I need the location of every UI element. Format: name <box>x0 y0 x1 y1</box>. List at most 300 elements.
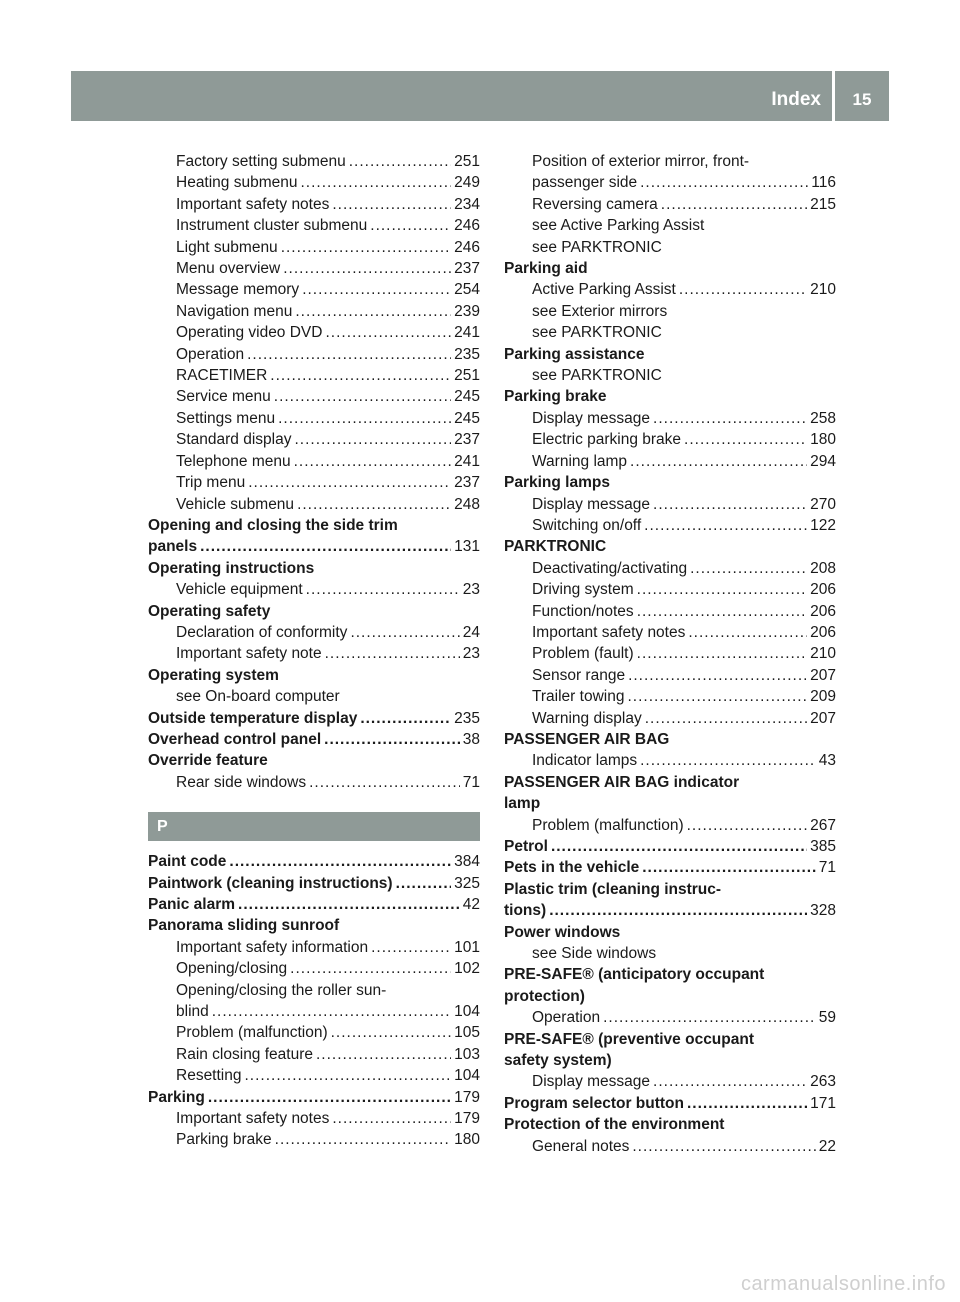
entry-text: see Exterior mirrors <box>532 302 668 320</box>
page-ref: 325 <box>454 874 480 892</box>
index-entry <box>504 1114 836 1135</box>
dot-leader <box>627 686 807 707</box>
index-entry <box>504 986 836 1007</box>
entry-text: protection) <box>504 987 585 1005</box>
index-entry <box>148 665 480 686</box>
index-entry <box>504 793 836 814</box>
page-ref: 59 <box>818 1009 836 1027</box>
page-ref: 24 <box>462 623 480 641</box>
dot-leader <box>309 772 460 793</box>
dot-leader <box>551 836 807 857</box>
page-ref: 206 <box>810 581 836 599</box>
entry-text: Driving system <box>532 581 634 599</box>
entry-text: Important safety notes <box>532 623 686 641</box>
entry-text: Problem (malfunction) <box>532 816 684 834</box>
page-ref: 385 <box>810 838 836 855</box>
entry-text: Plastic trim (cleaning instruc- <box>504 880 722 898</box>
index-entry[interactable] <box>148 1087 480 1108</box>
entry-text: Rear side windows <box>176 773 307 791</box>
index-subentry[interactable] <box>148 386 480 407</box>
entry-text: Panic alarm <box>148 896 236 913</box>
index-subentry[interactable] <box>148 151 480 172</box>
index-subentry[interactable] <box>504 1007 836 1028</box>
dot-leader <box>270 365 451 386</box>
page-ref: 131 <box>454 538 480 556</box>
entry-text: Overhead control panel <box>148 730 322 748</box>
entry-text: Power windows <box>504 923 621 941</box>
entry-text: Vehicle submenu <box>176 495 295 513</box>
dot-leader <box>632 1136 815 1157</box>
entry-text: Resetting <box>176 1067 242 1085</box>
page-ref: 254 <box>454 281 480 299</box>
index-subentry[interactable] <box>148 258 480 279</box>
page-ref: 71 <box>818 859 836 877</box>
page-ref: 180 <box>454 1131 480 1149</box>
page-ref: 328 <box>810 902 836 920</box>
entry-text: passenger side <box>532 174 638 192</box>
dot-leader <box>294 451 452 472</box>
dot-leader <box>637 601 807 622</box>
page-ref: 251 <box>454 153 480 170</box>
dot-leader <box>281 237 451 258</box>
page-ref: 246 <box>454 238 480 256</box>
dot-leader <box>637 579 807 600</box>
index-entry <box>504 386 836 407</box>
index-subentry[interactable] <box>504 815 836 836</box>
page-ref: 103 <box>454 1045 480 1063</box>
page-ref: 246 <box>454 217 480 235</box>
dot-leader <box>637 643 807 664</box>
index-subentry[interactable] <box>148 429 480 450</box>
index-subentry <box>504 237 836 258</box>
dot-leader <box>331 1022 452 1043</box>
dot-leader <box>396 873 452 894</box>
header-bar <box>71 71 889 121</box>
index-entry <box>504 472 836 493</box>
entry-text: Trailer towing <box>532 688 625 706</box>
entry-text: blind <box>176 1003 209 1021</box>
entry-text: Operation <box>176 345 245 363</box>
page-ref: 208 <box>810 559 836 577</box>
entry-text: Indicator lamps <box>532 752 638 770</box>
index-subentry[interactable] <box>148 1108 480 1129</box>
dot-leader <box>278 408 451 429</box>
index-subentry[interactable] <box>504 558 836 579</box>
entry-text: Operating video DVD <box>176 324 323 342</box>
page-ref: 245 <box>454 388 480 406</box>
index-entry[interactable] <box>148 851 480 872</box>
entry-text: Operating safety <box>148 602 271 620</box>
dot-leader <box>653 1071 807 1092</box>
entry-text: RACETIMER <box>176 367 268 385</box>
page-ref: 104 <box>454 1067 480 1085</box>
index-subentry[interactable] <box>504 665 836 686</box>
index-subentry[interactable] <box>148 1022 480 1043</box>
index-subentry <box>504 322 836 343</box>
index-entry[interactable] <box>148 873 480 894</box>
entry-text: Program selector button <box>504 1094 684 1112</box>
entry-text: Problem (fault) <box>532 645 634 663</box>
index-subentry[interactable] <box>148 772 480 793</box>
dot-leader <box>238 894 460 915</box>
index-entry[interactable] <box>148 708 480 729</box>
entry-text: Protection of the environment <box>504 1116 725 1134</box>
entry-text: Display message <box>532 409 651 427</box>
page-ref: 239 <box>454 302 480 320</box>
page-ref: 258 <box>810 409 836 427</box>
dot-leader <box>349 151 451 172</box>
index-subentry[interactable] <box>148 579 480 600</box>
page-ref: 23 <box>462 645 480 663</box>
entry-text: Declaration of conformity <box>176 623 348 641</box>
index-subentry[interactable] <box>148 1129 480 1150</box>
index-entry <box>504 258 836 279</box>
index-subentry[interactable] <box>504 686 836 707</box>
entry-text: Telephone menu <box>176 452 291 470</box>
entry-text: Pets in the vehicle <box>504 859 640 877</box>
entry-text: Parking brake <box>504 388 607 406</box>
page-ref: 171 <box>810 1094 836 1112</box>
dot-leader <box>294 429 451 450</box>
index-entry[interactable] <box>504 836 836 857</box>
index-entry <box>148 558 480 579</box>
page-ref: 237 <box>454 431 480 449</box>
index-subentry <box>504 215 836 236</box>
page-ref: 102 <box>454 960 480 978</box>
index-subentry[interactable] <box>504 451 836 472</box>
page-ref: 38 <box>462 730 480 748</box>
entry-text: Display message <box>532 495 651 513</box>
entry-text: PRE-SAFE® (anticipatory occupant <box>504 966 765 984</box>
entry-text: lamp <box>504 795 541 813</box>
dot-leader <box>297 494 451 515</box>
index-subentry[interactable] <box>148 643 480 664</box>
index-subentry[interactable] <box>504 172 836 193</box>
entry-text: PASSENGER AIR BAG <box>504 730 670 748</box>
entry-text: Sensor range <box>532 666 626 684</box>
entry-text: Position of exterior mirror, front- <box>532 153 750 170</box>
entry-text: Operating instructions <box>148 559 315 577</box>
page-ref: 23 <box>462 581 480 599</box>
page-ref: 210 <box>810 645 836 663</box>
page-ref: 235 <box>454 345 480 363</box>
entry-text: General notes <box>532 1137 630 1155</box>
entry-text: Service menu <box>176 388 271 406</box>
dot-leader <box>645 708 807 729</box>
dot-leader <box>684 429 807 450</box>
index-subentry <box>504 151 836 172</box>
index-subentry[interactable] <box>148 451 480 472</box>
page-ref: 180 <box>810 431 836 449</box>
index-subentry[interactable] <box>504 279 836 300</box>
index-subentry[interactable] <box>148 172 480 193</box>
dot-leader <box>350 622 459 643</box>
index-subentry[interactable] <box>148 937 480 958</box>
dot-leader <box>332 194 451 215</box>
page-ref: 267 <box>810 816 836 834</box>
index-entry <box>148 601 480 622</box>
index-entry <box>148 750 480 771</box>
entry-text: Paintwork (cleaning instructions) <box>148 874 393 892</box>
entry-text: Opening and closing the side trim <box>148 516 398 534</box>
header-divider <box>832 71 835 121</box>
index-subentry[interactable] <box>148 408 480 429</box>
dot-leader <box>688 622 807 643</box>
index-entry <box>504 344 836 365</box>
page-ref: 22 <box>818 1137 836 1155</box>
page-ref: 251 <box>454 367 480 385</box>
section-header: P <box>148 812 480 841</box>
index-subentry <box>504 365 836 386</box>
index-subentry[interactable] <box>504 429 836 450</box>
page-ref: 249 <box>454 174 480 192</box>
entry-text: Electric parking brake <box>532 431 682 449</box>
page-ref: 263 <box>810 1073 836 1091</box>
index-entry <box>504 536 836 557</box>
entry-text: Navigation menu <box>176 302 293 320</box>
index-subentry[interactable] <box>148 215 480 236</box>
page-ref: 234 <box>454 195 480 213</box>
dot-leader <box>640 750 816 771</box>
dot-leader <box>687 815 808 836</box>
page-ref: 235 <box>454 709 480 727</box>
entry-text: Opening/closing <box>176 960 288 978</box>
dot-leader <box>371 937 451 958</box>
dot-leader <box>229 851 451 872</box>
dot-leader <box>283 258 451 279</box>
index-subentry <box>148 686 480 707</box>
index-entry[interactable] <box>504 857 836 878</box>
entry-text: see PARKTRONIC <box>532 324 662 342</box>
dot-leader <box>687 1093 807 1114</box>
index-subentry[interactable] <box>148 322 480 343</box>
index-subentry[interactable] <box>148 1001 480 1022</box>
index-subentry[interactable] <box>504 708 836 729</box>
entry-text: Important safety notes <box>176 195 330 213</box>
index-entry[interactable] <box>148 536 480 557</box>
index-entry <box>504 1029 836 1050</box>
page-ref: 294 <box>810 452 836 470</box>
index-subentry[interactable] <box>504 1071 836 1092</box>
index-subentry[interactable] <box>148 622 480 643</box>
entry-text: Parking <box>148 1088 205 1106</box>
index-entry <box>504 772 836 793</box>
dot-leader <box>274 386 451 407</box>
dot-leader <box>275 1129 451 1150</box>
index-subentry <box>504 301 836 322</box>
page-ref: 384 <box>454 853 480 871</box>
page-ref: 207 <box>810 709 836 727</box>
dot-leader <box>290 958 451 979</box>
index-subentry[interactable] <box>148 365 480 386</box>
page-ref: 245 <box>454 409 480 427</box>
page-ref: 43 <box>818 752 836 770</box>
index-subentry[interactable] <box>148 958 480 979</box>
index-column-right <box>504 151 836 1157</box>
index-subentry[interactable] <box>148 472 480 493</box>
page-ref: 206 <box>810 623 836 641</box>
entry-text: Message memory <box>176 281 300 299</box>
dot-leader <box>653 408 807 429</box>
dot-leader <box>630 451 807 472</box>
page-ref: 210 <box>810 281 836 299</box>
entry-text: Problem (malfunction) <box>176 1024 328 1042</box>
entry-text: Parking aid <box>504 260 588 278</box>
dot-leader <box>644 515 807 536</box>
entry-text: Important safety notes <box>176 1110 330 1128</box>
entry-text: PRE-SAFE® (preventive occupant <box>504 1030 754 1048</box>
index-subentry[interactable] <box>504 643 836 664</box>
index-subentry[interactable] <box>504 601 836 622</box>
dot-leader <box>325 643 460 664</box>
index-subentry[interactable] <box>148 1044 480 1065</box>
page-title: Index <box>771 89 821 110</box>
index-subentry[interactable] <box>504 750 836 771</box>
dot-leader <box>208 1087 451 1108</box>
entry-text: Outside temperature display <box>148 709 358 727</box>
page-ref: 122 <box>810 516 836 534</box>
page-ref: 101 <box>454 938 480 956</box>
entry-text: Paint code <box>148 853 227 871</box>
entry-text: Warning display <box>532 709 642 727</box>
entry-text: Display message <box>532 1073 651 1091</box>
entry-text: Important safety information <box>176 938 369 956</box>
dot-leader <box>301 172 452 193</box>
index-subentry[interactable] <box>148 237 480 258</box>
dot-leader <box>302 279 451 300</box>
entry-text: Switching on/off <box>532 516 642 534</box>
index-subentry <box>504 943 836 964</box>
page-ref: 237 <box>454 474 480 492</box>
page-ref: 104 <box>454 1003 480 1021</box>
dot-leader <box>244 1065 451 1086</box>
entry-text: Instrument cluster submenu <box>176 217 368 235</box>
page-ref: 270 <box>810 495 836 513</box>
entry-text: Warning lamp <box>532 452 628 470</box>
page-ref: 179 <box>454 1088 480 1106</box>
index-entry <box>148 515 480 536</box>
index-subentry[interactable] <box>504 408 836 429</box>
entry-text: safety system) <box>504 1052 612 1070</box>
entry-text: Rain closing feature <box>176 1045 313 1063</box>
entry-text: Trip menu <box>176 474 246 492</box>
dot-leader <box>212 1001 451 1022</box>
entry-text: Reversing camera <box>532 195 658 213</box>
index-entry <box>504 922 836 943</box>
entry-text: Standard display <box>176 431 292 449</box>
entry-text: see Active Parking Assist <box>532 217 705 235</box>
page-ref: 105 <box>454 1024 480 1042</box>
entry-text: Petrol <box>504 838 548 855</box>
page-ref: 42 <box>462 896 480 913</box>
entry-text: Heating submenu <box>176 174 298 192</box>
page-ref: 206 <box>810 602 836 620</box>
entry-text: see PARKTRONIC <box>532 367 662 385</box>
index-subentry[interactable] <box>148 194 480 215</box>
index-entry[interactable] <box>148 894 480 915</box>
index-subentry[interactable] <box>504 622 836 643</box>
dot-leader <box>332 1108 451 1129</box>
page-ref: 248 <box>454 495 480 513</box>
page-ref: 241 <box>454 324 480 342</box>
dot-leader <box>247 344 451 365</box>
entry-text: Active Parking Assist <box>532 281 676 299</box>
page-ref: 209 <box>810 688 836 706</box>
entry-text: Settings menu <box>176 409 276 427</box>
index-entry[interactable] <box>504 900 836 921</box>
entry-text: Deactivating/activating <box>532 559 688 577</box>
index-subentry[interactable] <box>148 1065 480 1086</box>
index-entry <box>504 964 836 985</box>
index-subentry[interactable] <box>504 515 836 536</box>
watermark: carmanualsonline.info <box>740 1273 946 1295</box>
entry-text: Light submenu <box>176 238 278 256</box>
dot-leader <box>360 708 451 729</box>
dot-leader <box>248 472 451 493</box>
entry-text: Operation <box>532 1009 601 1027</box>
dot-leader <box>325 322 451 343</box>
entry-text: tions) <box>504 902 547 920</box>
dot-leader <box>642 857 816 878</box>
index-subentry[interactable] <box>148 279 480 300</box>
page-number: 15 <box>852 90 872 109</box>
page-ref: 241 <box>454 452 480 470</box>
dot-leader <box>628 665 807 686</box>
index-subentry[interactable] <box>504 579 836 600</box>
index-entry[interactable] <box>504 1093 836 1114</box>
page-ref: 116 <box>811 174 836 192</box>
index-column-left <box>148 151 480 1151</box>
entry-text: Parking brake <box>176 1131 272 1149</box>
entry-text: Parking assistance <box>504 345 645 363</box>
entry-text: PARKTRONIC <box>504 538 607 556</box>
dot-leader <box>370 215 451 236</box>
dot-leader <box>324 729 460 750</box>
index-entry <box>504 1050 836 1071</box>
dot-leader <box>640 172 808 193</box>
page-ref: 237 <box>454 260 480 278</box>
entry-text: Function/notes <box>532 602 634 620</box>
dot-leader <box>295 301 451 322</box>
dot-leader <box>690 558 807 579</box>
index-entry <box>148 915 480 936</box>
index-subentry[interactable] <box>148 344 480 365</box>
entry-text: Panorama sliding sunroof <box>148 917 340 935</box>
index-entry <box>504 879 836 900</box>
entry-text: see PARKTRONIC <box>532 238 662 256</box>
index-subentry[interactable] <box>504 1136 836 1157</box>
index-subentry[interactable] <box>504 194 836 215</box>
page-ref: 179 <box>454 1110 480 1128</box>
index-entry <box>504 729 836 750</box>
index-entry[interactable] <box>148 729 480 750</box>
entry-text: Important safety note <box>176 645 322 663</box>
index-subentry <box>148 980 480 1001</box>
entry-text: Menu overview <box>176 260 281 278</box>
dot-leader <box>549 900 807 921</box>
index-subentry[interactable] <box>148 301 480 322</box>
entry-text: Factory setting submenu <box>176 153 346 170</box>
index-subentry[interactable] <box>504 494 836 515</box>
entry-text: Override feature <box>148 752 268 770</box>
entry-text: see On-board computer <box>176 688 340 706</box>
entry-text: Parking lamps <box>504 474 610 492</box>
entry-text: Vehicle equipment <box>176 581 303 599</box>
dot-leader <box>306 579 460 600</box>
dot-leader <box>316 1044 451 1065</box>
index-subentry[interactable] <box>148 494 480 515</box>
entry-text: Opening/closing the roller sun- <box>176 981 387 999</box>
